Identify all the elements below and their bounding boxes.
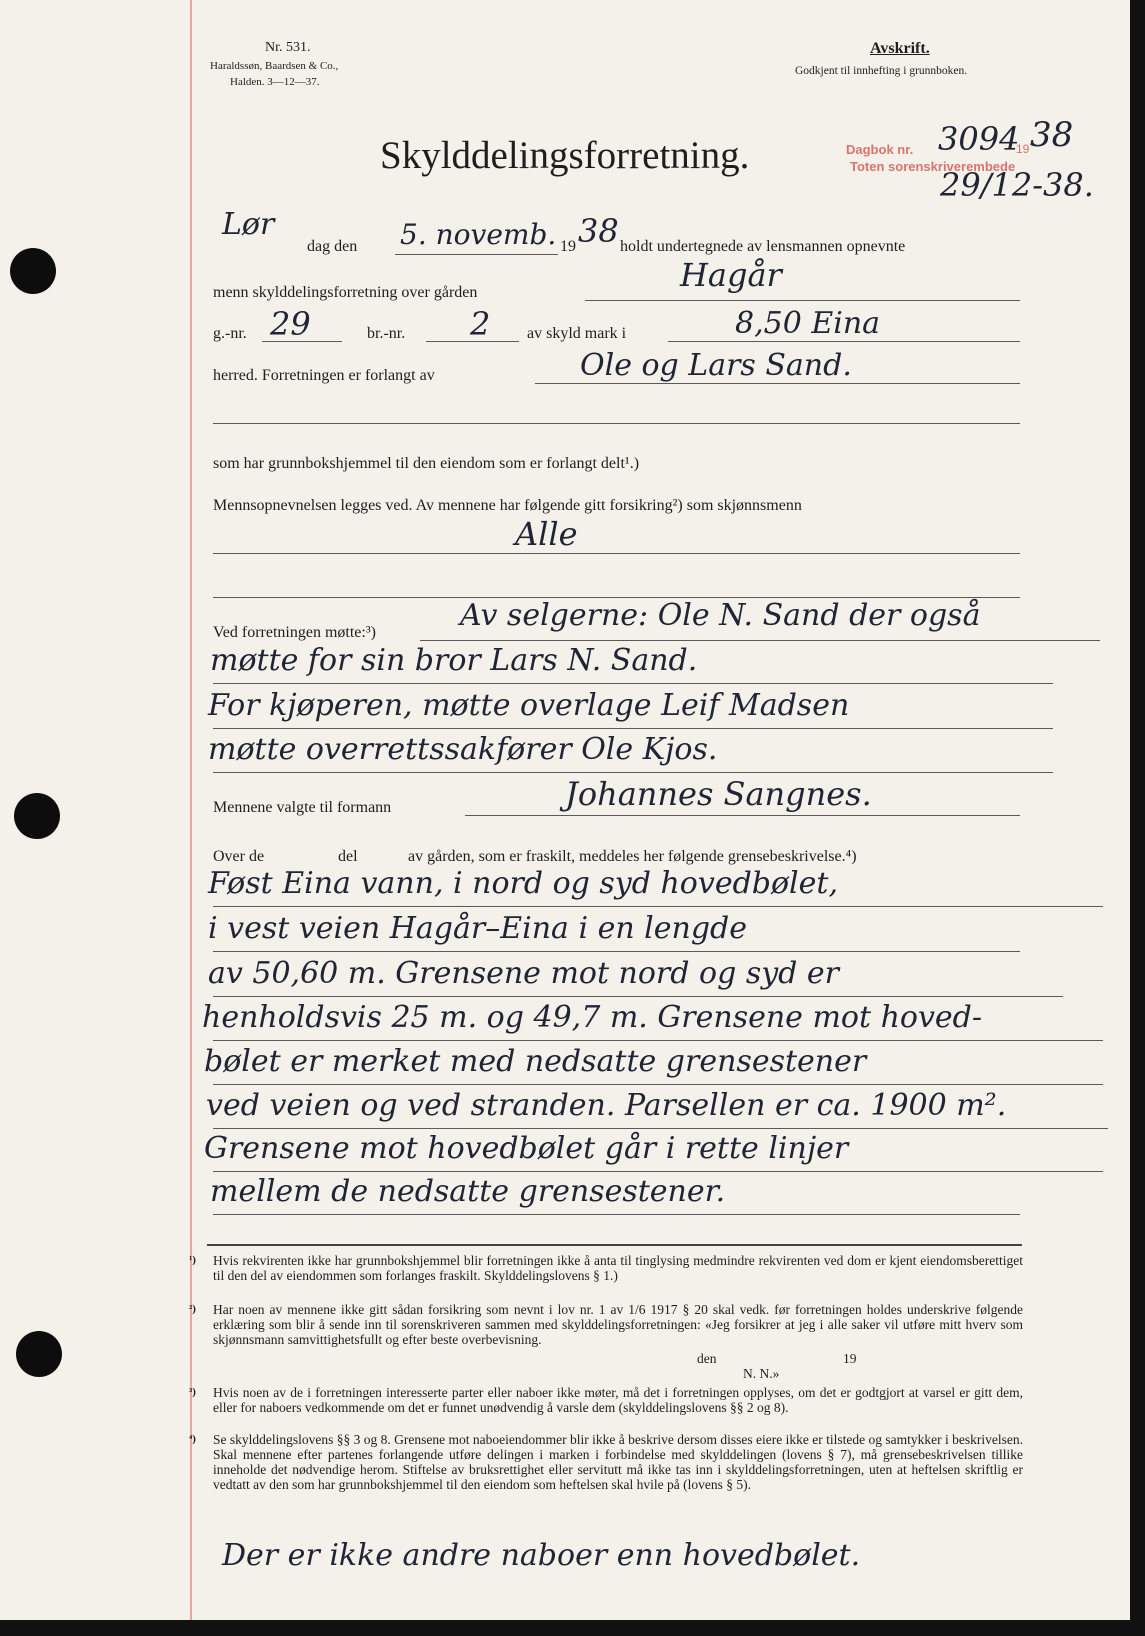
footnote-text: Hvis noen av de i forretningen interesserte parter eller naboer ikke møter, må det i forretningen opplyses, om det er godtgjort at varsel er gitt dem, eller for naboers vedkommende om det er funnet unødvendig å varsle dem (skylddelingslovens §§ 2 og 8). (213, 1385, 1023, 1415)
mote-rule-1 (420, 640, 1100, 641)
skyld-handwritten: 8,50 Eina (735, 306, 881, 341)
requester-handwritten: Ole og Lars Sand. (580, 348, 852, 383)
footnote-1 (189, 1253, 1023, 1283)
skyld-label: av skyld mark i (527, 325, 627, 342)
mennsopnevnelse-text: Mennsopnevnelsen legges ved. Av mennene har følgende gitt forsikring²) som skjønnsmenn (213, 497, 802, 514)
skyld-rule (668, 341, 1020, 342)
year-handwritten: 38 (578, 212, 619, 250)
footnote-text: Har noen av mennene ikke gitt sådan forsikring som nevnt i lov nr. 1 av 1/6 1917 § 20 skal vedk. før forretningen holdes underskrive følgende erklæring som blir å sende inn til sorenskriveren sammen med skylddelingsforretningen: «Jeg forsikrer at jeg i alle saker vil utføre mitt hverv som skjønnsmann samvittighetsfullt og efter beste overbevisning. (213, 1302, 1023, 1347)
footnote-2-year: 19 (843, 1351, 857, 1366)
footnote-2 (189, 1302, 1023, 1347)
stamp-year: 38 (1030, 115, 1074, 155)
grense-hw-2: i vest veien Hagår–Eina i en lengde (208, 911, 748, 946)
mote-hw-1: Av selgerne: Ole N. Sand der også (460, 598, 981, 633)
formann-handwritten: Johannes Sangnes. (565, 775, 872, 813)
mote-rule-3 (213, 728, 1053, 729)
farm-rule (585, 300, 1020, 301)
grense-rule-3 (213, 996, 1063, 997)
blank-rule-1 (213, 423, 1020, 424)
printer-line-1: Haraldssøn, Baardsen & Co., (210, 60, 339, 72)
grense-hw-6: ved veien og ved stranden. Parsellen er ca. 1900 m². (206, 1088, 1007, 1123)
farm-label: menn skylddelingsforretning over gården (213, 284, 478, 301)
godkjent-line: Godkjent til innhefting i grunnboken. (795, 65, 968, 77)
grense-rule-4 (213, 1040, 1103, 1041)
stamp-date: 29/12-38. (940, 166, 1094, 204)
grense-hw-4: henholdsvis 25 m. og 49,7 m. Grensene mot hoved- (202, 1000, 982, 1035)
weekday-handwritten: Lør (222, 207, 275, 242)
requester-label: herred. Forretningen er forlangt av (213, 367, 435, 384)
gnr-label: g.-nr. (213, 325, 247, 342)
mote-hw-4: møtte overrettssakfører Ole Kjos. (208, 732, 718, 767)
footnote-2-den: den (697, 1351, 717, 1366)
alle-rule (213, 553, 1020, 554)
footnote-2-signature: N. N.» (743, 1366, 780, 1381)
dag-den-label: dag den (307, 238, 358, 255)
grense-hw-7: Grensene mot hovedbølet går i rette linjer (204, 1131, 849, 1166)
grense-rule-6 (213, 1128, 1108, 1129)
footnote-mark: ¹) (189, 1254, 196, 1266)
farm-handwritten: Hagår (680, 256, 782, 294)
margin-line (190, 0, 192, 1620)
mote-rule-2 (213, 683, 1053, 684)
footnote-mark: ⁴) (189, 1433, 196, 1445)
footnote-mark: ³) (189, 1386, 196, 1398)
grense-hw-3: av 50,60 m. Grensene mot nord og syd er (208, 956, 839, 991)
grense-hw-5: bølet er merket med nedsatte grensestener (204, 1044, 867, 1079)
footnote-mark: ²) (189, 1303, 196, 1315)
footnote-4 (189, 1432, 1023, 1492)
stamp-dagbok-label: Dagbok nr. (846, 142, 914, 157)
mote-hw-3: For kjøperen, møtte overlage Leif Madsen (208, 688, 850, 723)
grense-label: av gården, som er fraskilt, meddeles her følgende grensebeskrivelse.⁴) (408, 848, 857, 865)
grense-rule-1 (213, 906, 1103, 907)
punch-hole-top (10, 248, 56, 294)
mote-rule-4 (213, 772, 1053, 773)
alle-handwritten: Alle (515, 515, 578, 553)
punch-hole-middle (14, 793, 60, 839)
footnote-separator (207, 1244, 1022, 1246)
mote-hw-2: møtte for sin bror Lars N. Sand. (210, 643, 698, 678)
grense-rule-8 (213, 1214, 1020, 1215)
stamp-office: Toten sorenskriverembede (850, 159, 1016, 174)
grense-hw-8: mellem de nedsatte grensestener. (210, 1174, 726, 1209)
punch-hole-bottom (16, 1331, 62, 1377)
del-label: del (338, 848, 358, 865)
intro-text: holdt undertegnede av lensmannen opnevnte (620, 238, 906, 255)
stamp-year-prefix: 19 (1016, 142, 1030, 156)
form-number: Nr. 531. (265, 40, 311, 55)
date-handwritten: 5. novemb. (400, 218, 557, 251)
requester-rule (535, 383, 1020, 384)
grense-rule-5 (213, 1084, 1103, 1085)
grense-rule-2 (213, 951, 1020, 952)
avskrift-label: Avskrift. (870, 40, 930, 57)
formann-rule (465, 815, 1020, 816)
grunnbok-text: som har grunnbokshjemmel til den eiendom som er forlangt delt¹.) (213, 455, 640, 472)
grense-rule-7 (213, 1171, 1103, 1172)
closing-handwritten: Der er ikke andre naboer enn hovedbølet. (222, 1538, 861, 1573)
gnr-handwritten: 29 (270, 305, 311, 343)
grense-hw-1: Føst Eina vann, i nord og syd hovedbølet, (208, 866, 838, 901)
over-de-label: Over de (213, 848, 265, 865)
brnr-label: br.-nr. (367, 325, 406, 342)
mote-label: Ved forretningen møtte:³) (213, 624, 376, 641)
brnr-handwritten: 2 (470, 305, 491, 343)
footnote-text: Se skylddelingslovens §§ 3 og 8. Grensene mot naboeiendommer blir ikke å beskrive dersom disses eiere ikke er tilstede og samtykker i beskrivelsen. Skal mennene efter partenes forlangende utføre delingen i marken i forbindelse med skylddelingen (lovens § 7), må grensebeskrivelsen tillike inneholde det nødvendige herom. Stiftelse av bruksrettighet eller servitutt må ikke tas inn i skylddelingsforretningen, uten at heftelsen skriftlig er vedtatt av den som har grunnbokshjemmel til den eiendom som heftelsen skal hvile på (lovens § 5). (213, 1432, 1023, 1492)
date-rule (395, 254, 558, 255)
stamp-number: 3094 (938, 120, 1020, 158)
footnote-text: Hvis rekvirenten ikke har grunnbokshjemmel blir forretningen ikke å anta til tinglysing medmindre rekvirenten ved dom er kjent eiendomsberettiget til den del av eiendommen som forlanges fraskilt. Skylddelingslovens § 1.) (213, 1253, 1023, 1283)
formann-label: Mennene valgte til formann (213, 799, 392, 816)
year-prefix: 19 (560, 238, 576, 255)
page-title: Skylddelingsforretning. (380, 134, 750, 177)
printer-line-2: Halden. 3—12—37. (230, 76, 320, 88)
footnote-3 (189, 1385, 1023, 1415)
